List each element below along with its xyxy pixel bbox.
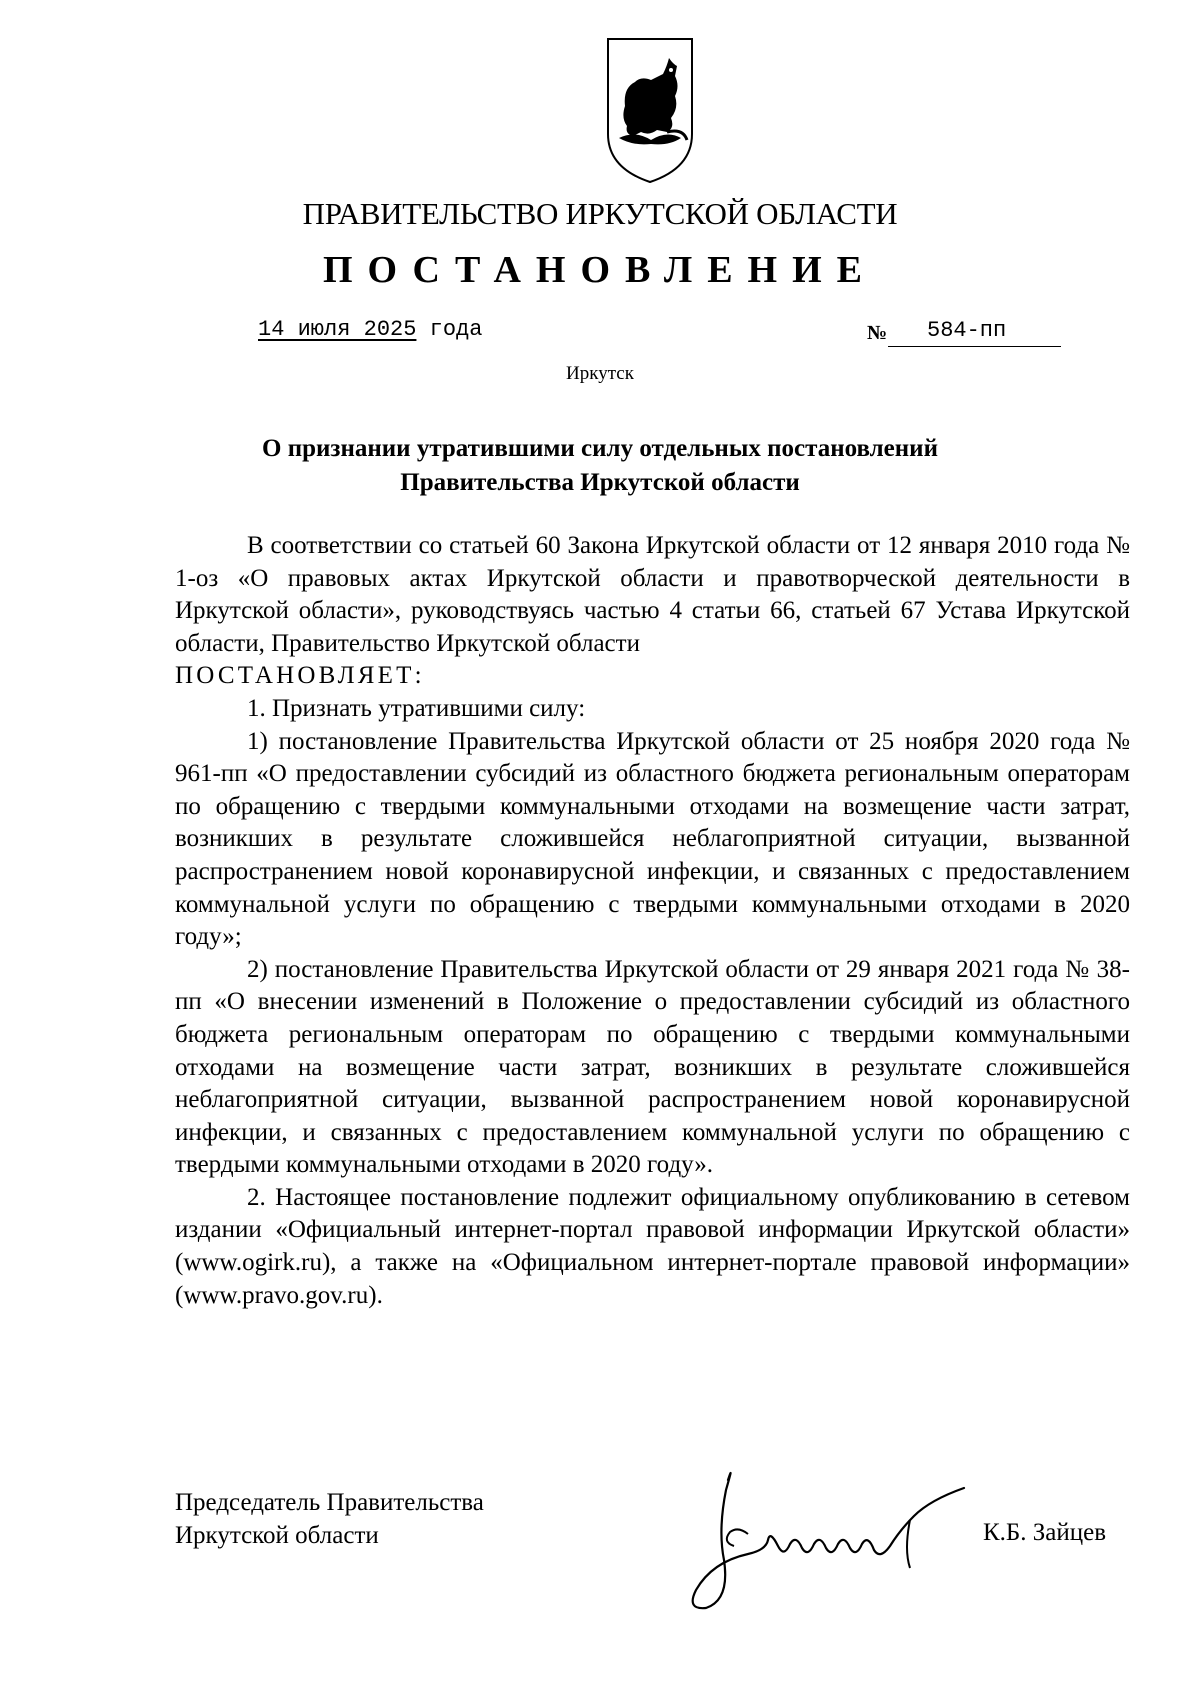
document-type-title: ПОСТАНОВЛЕНИЕ [322, 249, 878, 291]
signer-name: К.Б. Зайцев [983, 1519, 1107, 1546]
item-2-paragraph: 2. Настоящее постановление подлежит официальному опубликованию в сетевом издании «Официальный интернет-портал правовой информации Иркутской области» (www.ogirk.ru), а также на «Официальном интернет-портале правовой информации» (www.pravo.gov.ru). [175, 1183, 1130, 1309]
item-1-paragraph: 1. Признать утратившими силу: [247, 694, 586, 722]
coat-of-arms-icon [605, 36, 695, 184]
document-subject [0, 432, 1200, 500]
number-sign: № [867, 322, 888, 344]
document-body [175, 530, 1130, 1312]
subject-line-2: Правительства Иркутской области [400, 469, 800, 496]
preamble-paragraph: В соответствии со статьей 60 Закона Иркутской области от 12 января 2010 года № 1-оз «О правовых актах Иркутской области и правотворческой деятельности в Иркутской области», руководствуясь частью 4 статьи 66, статьей 67 Устава Иркутской области, Правительство Иркутской области [175, 532, 1130, 657]
subject-line-1: О признании утратившими силу отдельных постановлений [262, 435, 938, 462]
signatory-position-line-2: Иркутской области [175, 1522, 379, 1549]
document-date-value: 14 июля 2025 [258, 317, 417, 342]
handwritten-signature-icon [678, 1450, 968, 1625]
document-date-suffix: года [416, 317, 483, 342]
document-date [258, 317, 482, 342]
document-number-value: 584-пп [927, 318, 1007, 343]
document-number [867, 318, 1067, 348]
government-title: ПРАВИТЕЛЬСТВО ИРКУТСКОЙ ОБЛАСТИ [302, 196, 898, 231]
sub-item-2-paragraph: 2) постановление Правительства Иркутской области от 29 января 2021 года № 38-пп «О внесении изменений в Положение о предоставлении субсидий из областного бюджета региональным операторам по обращению с твердыми коммунальными отходами на возмещение части затрат, возникших в результате сложившейся неблагоприятной ситуации, вызванной распространением новой коронавирусной инфекции, и связанных с предоставлением коммунальной услуги по обращению с твердыми коммунальными отходами в 2020 году». [175, 955, 1130, 1179]
signatory-position-line-1: Председатель Правительства [175, 1489, 484, 1516]
sub-item-1-paragraph: 1) постановление Правительства Иркутской области от 25 ноября 2020 года № 961-пп «О предоставлении субсидий из областного бюджета региональным операторам по обращению с твердыми коммунальными отходами на возмещение части затрат, возникших в результате сложившейся неблагоприятной ситуации, вызванной распространением новой коронавирусной инфекции, и связанных с предоставлением коммунальной услуги по обращению с твердыми коммунальными отходами в 2020 году»; [175, 727, 1130, 951]
signatory-position [175, 1486, 484, 1552]
number-underline [888, 346, 1061, 347]
decree-word: ПОСТАНОВЛЯЕТ: [175, 662, 425, 690]
document-city: Иркутск [566, 363, 634, 384]
